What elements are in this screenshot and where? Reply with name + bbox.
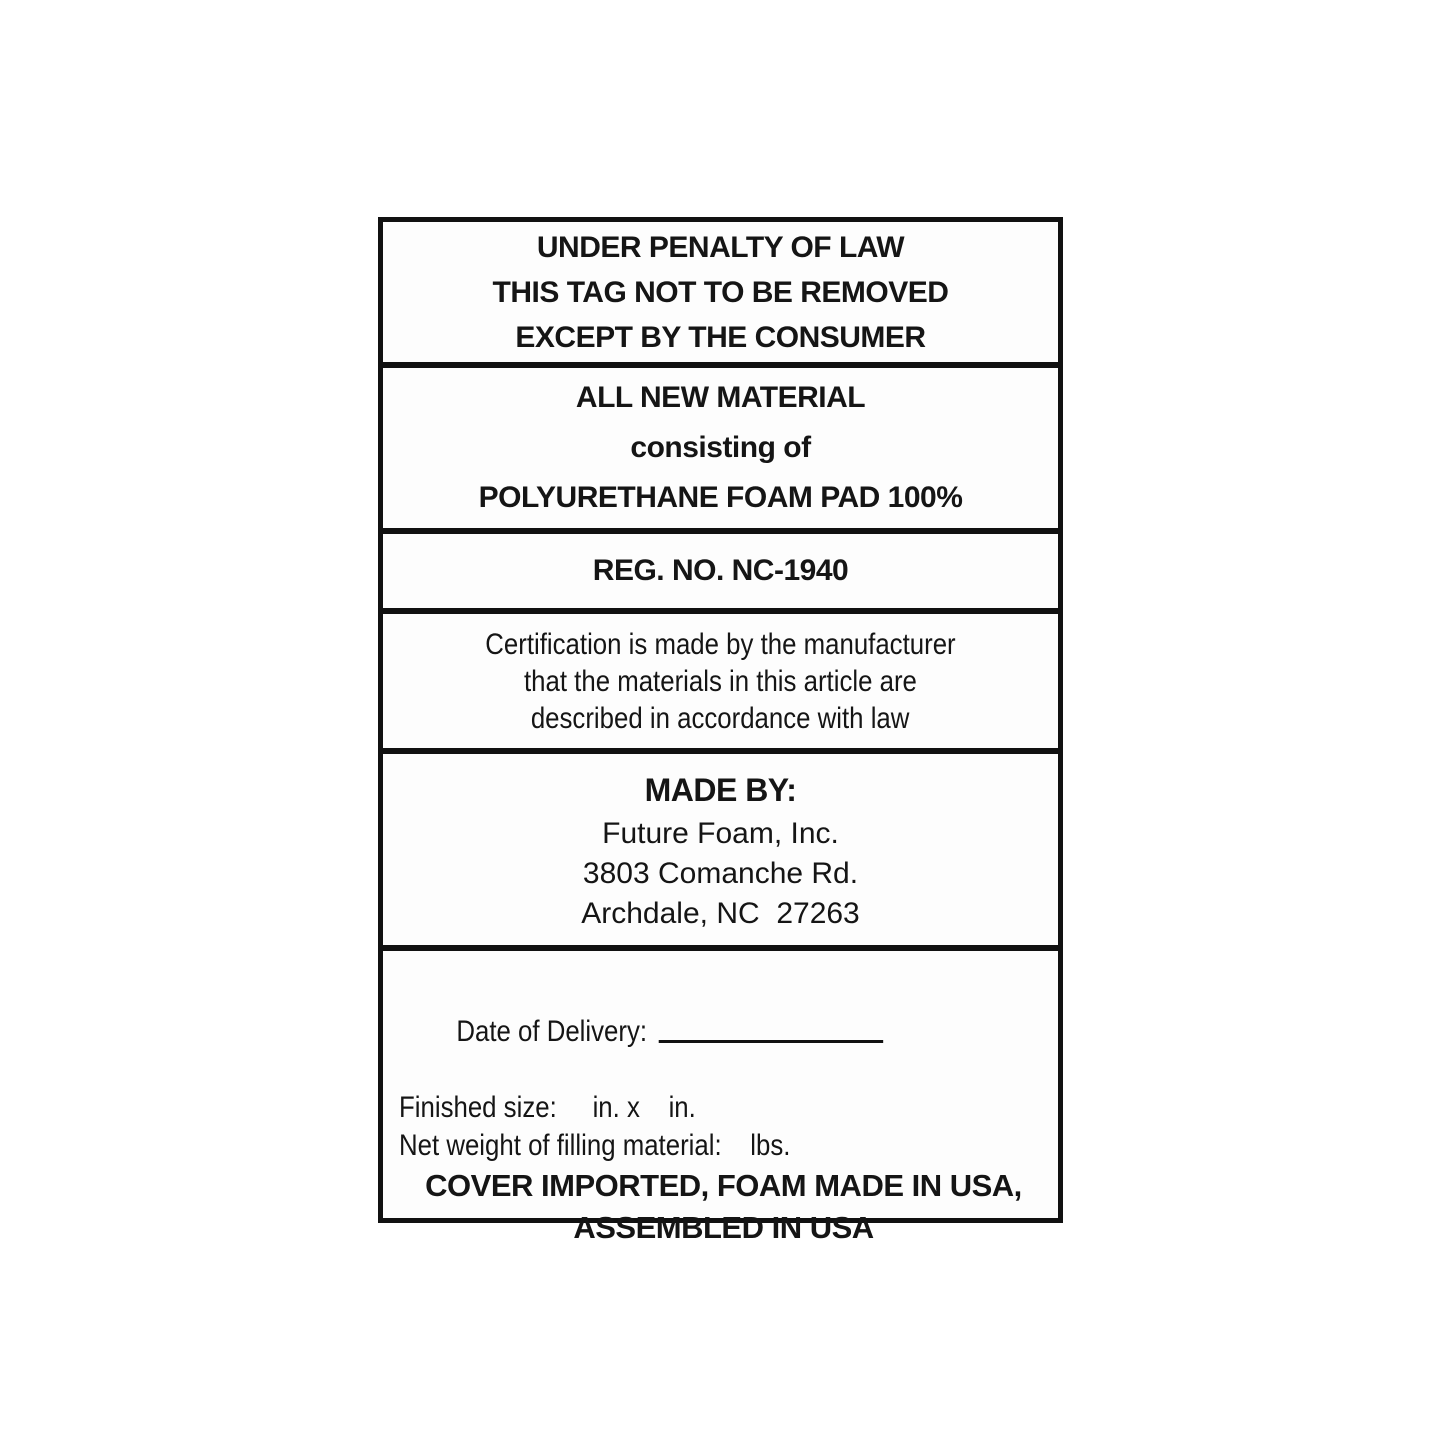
net-weight-line: Net weight of filling material: lbs. [399, 1129, 791, 1162]
date-of-delivery-line [399, 975, 957, 1089]
material-line-3: POLYURETHANE FOAM PAD 100% [478, 481, 963, 514]
registration-number-section [383, 528, 1058, 608]
made-by-heading: MADE BY: [644, 771, 797, 808]
origin-line-2: ASSEMBLED IN USA [573, 1210, 874, 1245]
manufacturer-city-state-zip: Archdale, NC 27263 [581, 896, 860, 930]
penalty-line-2: THIS TAG NOT TO BE REMOVED [492, 275, 949, 309]
date-of-delivery-label: Date of Delivery: [456, 1015, 648, 1048]
manufacturer-name: Future Foam, Inc. [602, 816, 839, 850]
made-by-section [383, 748, 1058, 945]
certification-line-1: Certification is made by the manufacturer [485, 627, 956, 661]
penalty-line-3: EXCEPT BY THE CONSUMER [515, 320, 926, 354]
certification-section [383, 608, 1058, 748]
material-line-1: ALL NEW MATERIAL [575, 381, 866, 414]
date-of-delivery-blank-line [659, 1034, 883, 1043]
certification-line-3: described in accordance with law [531, 701, 910, 735]
registration-number: REG. NO. NC-1940 [592, 554, 849, 587]
material-contents-section [383, 362, 1058, 528]
law-tag-label [378, 217, 1063, 1245]
finished-size-line: Finished size: in. x in. [399, 1091, 696, 1124]
certification-line-2: that the materials in this article are [524, 664, 917, 698]
penalty-warning-section [383, 222, 1058, 362]
origin-line-1: COVER IMPORTED, FOAM MADE IN USA, [425, 1168, 1022, 1203]
material-line-2: consisting of [630, 431, 811, 464]
manufacturer-street: 3803 Comanche Rd. [582, 856, 859, 890]
penalty-line-1: UNDER PENALTY OF LAW [536, 230, 905, 264]
delivery-details-section [383, 945, 1058, 1245]
origin-statement [399, 1165, 1048, 1251]
